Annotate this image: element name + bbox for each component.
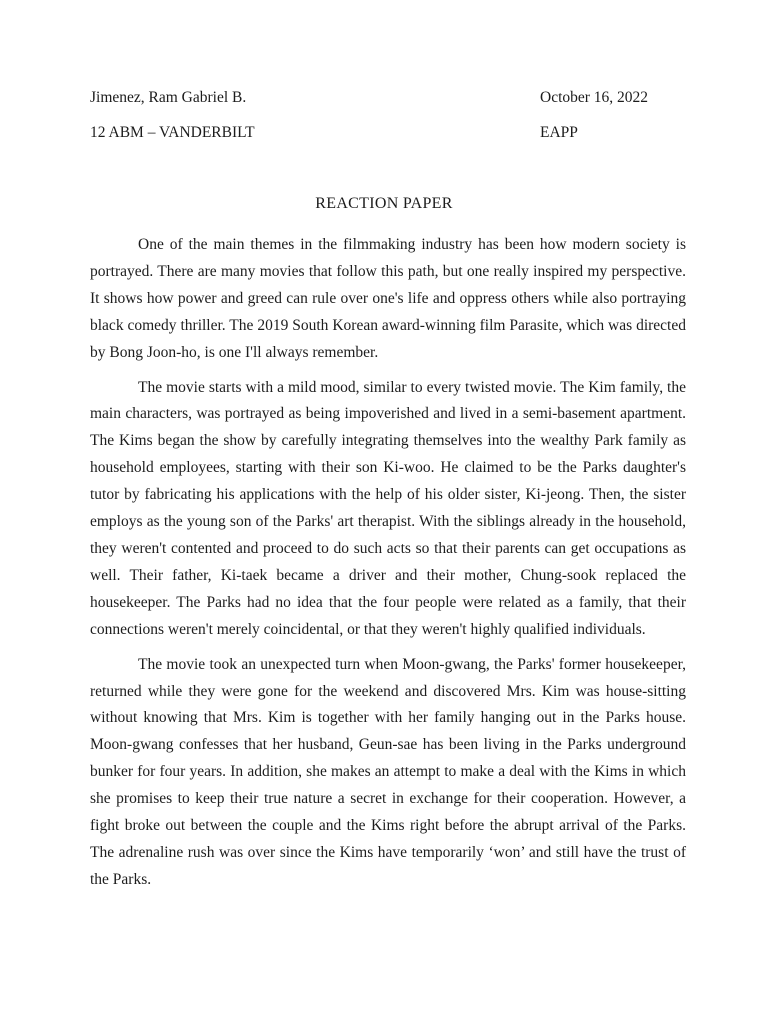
class-section: 12 ABM – VANDERBILT [90, 124, 255, 141]
paragraph-plot-twist: The movie took an unexpected turn when Moon-gwang, the Parks' former housekeeper, returned while they were gone for the weekend and discovered Mrs. Kim was house-sitting without knowing that Mrs. Kim is together with her family hanging out in the Parks house. Moon-gwang confesses that her husband, Geun-sae has been living in the Parks underground bunker for four years. In addition, she makes an attempt to make a deal with the Kims in which she promises to keep their true nature a secret in exchange for their cooperation. However, a fight broke out between the couple and the Kims right before the abrupt arrival of the Parks. The adrenaline rush was over since the Kims have temporarily ‘won’ and still have the trust of the Parks. [90, 655, 686, 888]
author-name: Jimenez, Ram Gabriel B. [90, 89, 247, 106]
document-body [0, 232, 768, 894]
page-title: REACTION PAPER [315, 195, 453, 212]
paragraph-plot-setup: The movie starts with a mild mood, similar to every twisted movie. The Kim family, the main characters, was portrayed as being impoverished and lived in a semi-basement apartment. The Kims began the show by carefully integrating themselves into the wealthy Park family as household employees, starting with their son Ki-woo. He claimed to be the Parks daughter's tutor by fabricating his applications with the help of his older sister, Ki-jeong. Then, the sister employs as the young son of the Parks' art therapist. With the siblings already in the household, they weren't contented and proceed to do such acts so that their parents can get occupations as well. Their father, Ki-taek became a driver and their mother, Chung-sook replaced the housekeeper. The Parks had no idea that the four people were related as a family, that their connections weren't merely coincidental, or that they weren't highly qualified individuals. [90, 378, 686, 638]
header-left-column [90, 88, 540, 158]
header-right-column [540, 88, 678, 158]
paragraph-intro: One of the main themes in the filmmaking industry has been how modern society is portrayed. There are many movies that follow this path, but one really inspired my perspective. It shows how power and greed can rule over one's life and oppress others while also portraying black comedy thriller. The 2019 South Korean award-winning film Parasite, which was directed by Bong Joon-ho, is one I'll always remember. [90, 236, 686, 361]
date: October 16, 2022 [540, 89, 649, 106]
subject-code: EAPP [540, 124, 578, 141]
document-header [0, 0, 768, 158]
